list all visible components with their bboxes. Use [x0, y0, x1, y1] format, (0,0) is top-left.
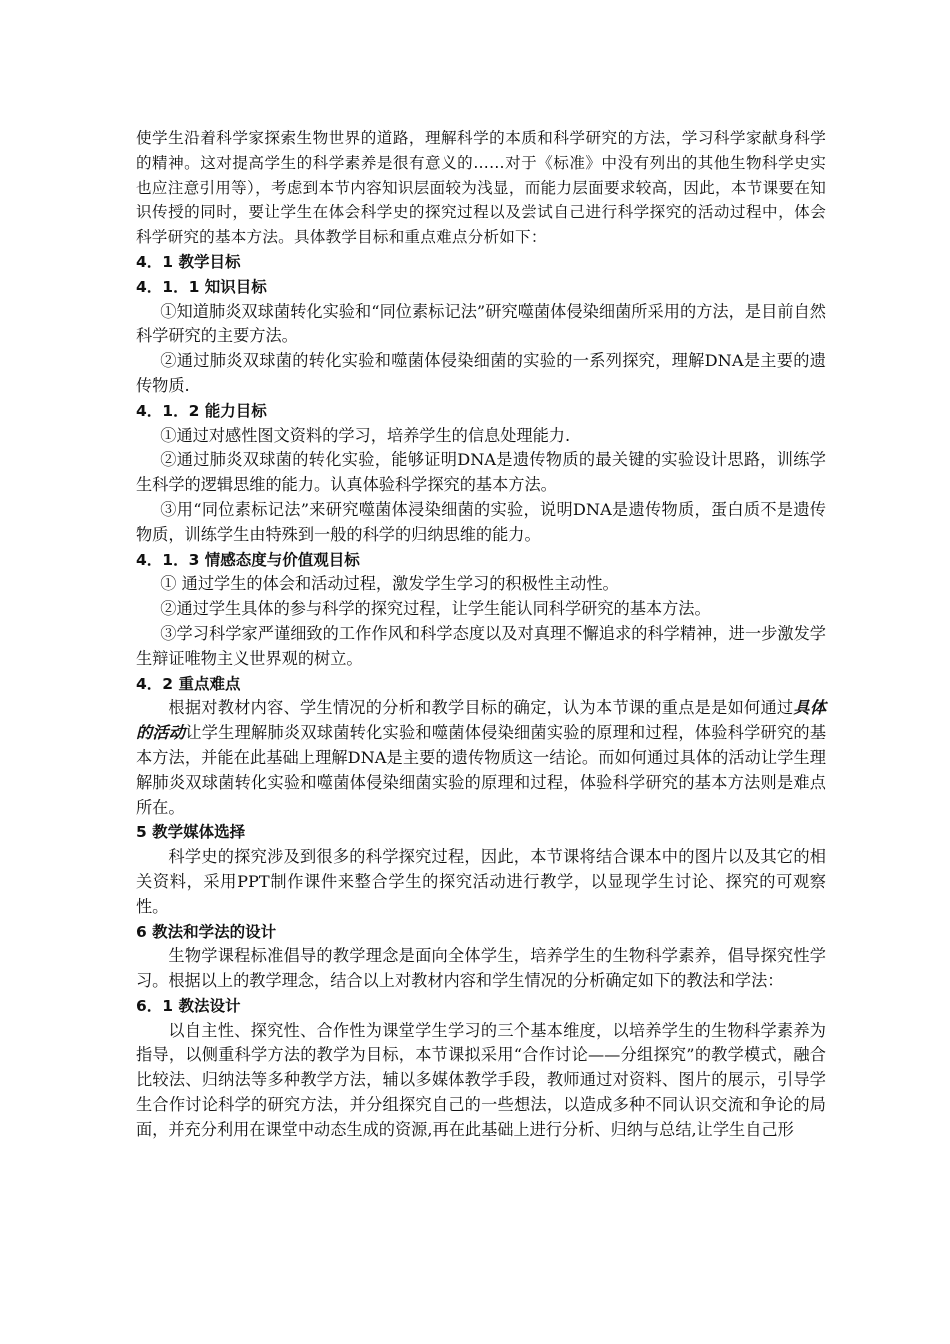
key-difficulty-text-a: 根据对教材内容、学生情况的分析和教学目标的确定，认为本节课的重点是是如何通过	[168, 698, 794, 718]
knowledge-goal-1: ①知道肺炎双球菌转化实验和“同位素标记法”研究噬菌体侵染细菌所采用的方法，是目前自然科学研究的主要方法。	[136, 301, 826, 346]
section-4-2-heading: 4．2 重点难点	[136, 674, 241, 693]
section-4-1-heading: 4．1 教学目标	[136, 252, 241, 271]
attitude-goal-3: ③学习科学家严谨细致的工作作风和科学态度以及对真理不懈追求的科学精神，进一步激发学生辩证唯物主义世界观的树立。	[136, 623, 826, 668]
key-difficulty-text-c: 让学生理解肺炎双球菌转化实验和噬菌体侵染细菌实验的原理和过程，体验科学研究的基本方法，并能在此基础上理解DNA是主要的遗传物质这一结论。而如何通过具体的活动让学生理解肺炎双球菌转化实验和噬菌体侵染细菌实验的原理和过程，体验科学研究的基本方法则是难点所在。	[136, 723, 827, 817]
attitude-goal-1: ① 通过学生的体会和活动过程，激发学生学习的积极性主动性。	[160, 574, 619, 594]
knowledge-goal-2: ②通过肺炎双球菌的转化实验和噬菌体侵染细菌的实验的一系列探究，理解DNA是主要的遗传物质.	[136, 351, 826, 395]
ability-goal-2: ②通过肺炎双球菌的转化实验，能够证明DNA是遗传物质的最关键的实验设计思路，训练学生科学的逻辑思维的能力。认真体验科学探究的基本方法。	[136, 450, 826, 495]
method-design-paragraph: 生物学课程标准倡导的教学理念是面向全体学生，培养学生的生物科学素养，倡导探究性学习。根据以上的教学理念，结合以上对教材内容和学生情况的分析确定如下的教法和学法：	[136, 946, 826, 991]
ability-goal-3: ③用“同位素标记法”来研究噬菌体浸染细菌的实验，说明DNA是遗传物质，蛋白质不是遗传物质，训练学生由特殊到一般的科学的归纳思维的能力。	[136, 499, 826, 544]
teaching-method-paragraph: 以自主性、探究性、合作性为课堂学生学习的三个基本维度，以培养学生的生物科学素养为指导，以侧重科学方法的教学为目标，本节课拟采用“合作讨论——分组探究”的教学模式，融合比较法、归纳法等多种教学方法，辅以多媒体教学手段，教师通过对资料、图片的展示，引导学生合作讨论科学的研究方法，并分组探究自己的一些想法，以造成多种不同认识交流和争论的局面，并充分利用在课堂中动态生成的资源,再在此基础上进行分析、归纳与总结,让学生自己形	[136, 1020, 826, 1139]
media-selection-paragraph: 科学史的探究涉及到很多的科学探究过程，因此，本节课将结合课本中的图片以及其它的相关资料，采用PPT制作课件来整合学生的探究活动进行教学，以显现学生讨论、探究的可观察性。	[136, 847, 826, 916]
document-body	[136, 126, 826, 1143]
ability-goal-1: ①通过对感性图文资料的学习，培养学生的信息处理能力.	[160, 425, 571, 445]
key-difficulty-emphasis: 具体的活动	[136, 698, 827, 743]
section-6-heading: 6 教法和学法的设计	[136, 922, 277, 941]
section-4-1-3-heading: 4．1．3 情感态度与价值观目标	[136, 550, 360, 569]
section-5-heading: 5 教学媒体选择	[136, 823, 246, 842]
section-6-1-heading: 6．1 教法设计	[136, 996, 241, 1015]
key-difficulty-paragraph	[136, 696, 826, 820]
attitude-goal-2: ②通过学生具体的参与科学的探究过程，让学生能认同科学研究的基本方法。	[160, 599, 711, 619]
section-4-1-1-heading: 4．1．1 知识目标	[136, 277, 267, 296]
section-4-1-2-heading: 4．1．2 能力目标	[136, 401, 267, 420]
intro-paragraph: 使学生沿着科学家探索生物世界的道路，理解科学的本质和科学研究的方法，学习科学家献身科学的精神。这对提高学生的科学素养是很有意义的……对于《标准》中没有列出的其他生物科学史实也应注意引用等），考虑到本节内容知识层面较为浅显，而能力层面要求较高，因此，本节课要在知识传授的同时，要让学生在体会科学史的探究过程以及尝试自己进行科学探究的活动过程中，体会科学研究的基本方法。具体教学目标和重点难点分析如下：	[136, 129, 826, 247]
